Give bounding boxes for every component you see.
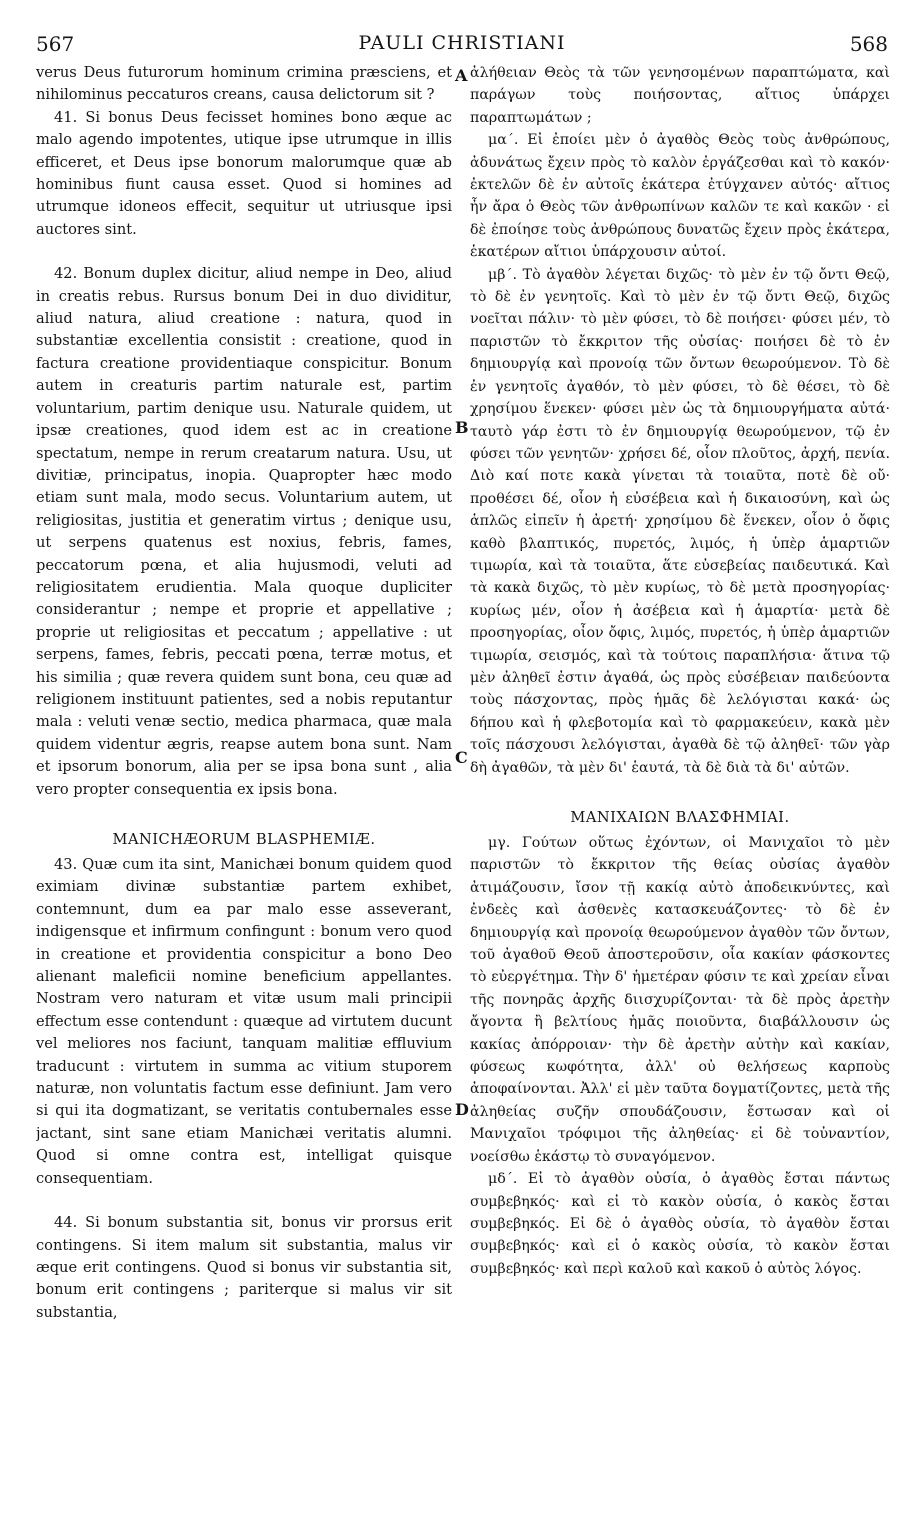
running-title: PAULI CHRISTIANI	[358, 32, 566, 54]
margin-letter-c: C	[455, 748, 468, 767]
latin-column	[36, 62, 452, 1502]
greek-paragraph-44: μδ΄. Εἰ τὸ ἀγαθὸν οὐσία, ὁ ἀγαθὸς ἔσται πάντως συμβεβηκός· καὶ εἰ τὸ κακὸν οὐσία, ὁ κακὸς ἔσται συμβεβηκός. Εἰ δὲ ὁ ἀγαθὸς οὐσία, τὸ ἀγαθὸν ἔσται συμβεβηκός· καὶ εἰ ὁ κακὸς οὐσία, τὸ κακὸν ἔσται συμβεβηκός· καὶ περὶ καλοῦ καὶ κακοῦ ὁ αὐτὸς λόγος.	[470, 1171, 890, 1277]
latin-paragraph-43: 43. Quæ cum ita sint, Manichæi bonum quidem quod eximiam divinæ substantiæ partem exhibet, contemnunt, dum ea par malo esse asseverant, indigensque et infirmum confingunt : bonum vero quod in creatione et providentia conspicitur a bono Deo alienant maleficii nomine beneficium appellantes. Nostram vero naturam et vitæ usum mali principii effectum esse contendunt : quæque ad virtutem ducunt vel meliores nos faciunt, tanquam malitiæ effluvium traducunt : virtutem in summa ac vitium stuporem naturæ, non voluntatis factum esse definiunt. Jam vero si qui ita dogmatizant, se veritatis contubernales esse jactant, sint sane etiam Manichæi veritatis alumni. Quod si omne contra est, intelligat quisque consequentiam.	[36, 856, 452, 1187]
latin-section-heading: MANICHÆORUM BLASPHEMIÆ.	[112, 831, 376, 848]
margin-letter-b: B	[455, 418, 469, 437]
latin-paragraph-40-end: verus Deus futurorum hominum crimina præsciens, et nihilominus peccaturos creans, causa delictorum sit ?	[36, 64, 452, 104]
latin-paragraph-42: 42. Bonum duplex dicitur, aliud nempe in Deo, aliud in creatis rebus. Rursus bonum Dei in duo dividitur, aliud natura, aliud creatione : natura, quod in substantiæ excellentia consistit : creatione, quod in factura creatione providentiaque conspicitur. Bonum autem in creaturis partim naturale est, partim voluntarium, partim denique usu. Naturale quidem, ut ipsæ creationes, quod idem est ac in creatione spectatum, nempe in rerum creatarum natura. Usu, ut divitiæ, principatus, inopia. Quapropter hæc modo etiam sunt mala, modo secus. Voluntarium autem, ut religiositas, justitia et generatim virtus ; denique usu, ut serpens quatenus est noxius, febris, fames, peccatorum pœna, et alia hujusmodi, veluti ad religiositatem erudientia. Mala quoque dupliciter considerantur ; nempe et proprie et appellative ; proprie ut religiositas et peccatum ; appellative : ut serpens, fames, febris, peccati pœna, terræ motus, et his similia ; quæ revera quidem sunt bona, ceu quæ ad religionem instituunt patientes, sed a nobis reputantur mala : veluti venæ sectio, medica pharmaca, quæ mala quidem videntur ægris, reapse autem bona sunt. Nam et ipsorum bonorum, alia per se ipsa bona sunt , alia vero propter consequentia ex ipsis bona.	[36, 265, 452, 798]
latin-paragraph-44: 44. Si bonum substantia sit, bonus vir prorsus erit contingens. Si item malum sit substantia, malus vir æque erit contingens. Quod si bonus vir substantia sit, bonum erit contingens ; pariterque si malus vir sit substantia,	[36, 1214, 452, 1321]
page-number-right: 568	[849, 32, 888, 56]
greek-paragraph-43: μγ. Γούτων οὕτως ἐχόντων, οἱ Μανιχαῖοι τὸ μὲν παριστῶν τὸ ἔκκριτον τῆς θείας οὐσίας ἀγαθὸν ἀτιμάζουσιν, ἴσον τῇ κακίᾳ αὐτὸ ἀποδεικνύντες, καὶ ἐνδεὲς καὶ ἀσθενὲς κατασκευάζοντες· τὸ δὲ ἐν δημιουργίᾳ καὶ προνοίᾳ θεωρούμενον ἀγαθὸν τῶν ὄντων, τοῦ ἀγαθοῦ Θεοῦ ἀποστεροῦσιν, οἷα κακίαν φάσκοντες τὸ εὐεργέτημα. Τὴν δ' ἡμετέραν φύσιν τε καὶ χρείαν εἶναι τῆς πονηρᾶς ἀρχῆς διισχυρίζονται· τὰ δὲ πρὸς ἀρετὴν ἄγοντα ἢ βελτίους ἡμᾶς ποιοῦντα, διαβάλλουσιν ὡς κακίας ἀπόρροιαν· τὴν δὲ ἀρετὴν αὐτὴν καὶ κακίαν, φύσεως κωφότητα, ἀλλ' οὐ θελήσεως καρποὺς ἀποφαίνονται. Ἀλλ' εἰ μὲν ταῦτα δογματίζοντες, μετὰ τῆς ἀληθείας συζῆν σπουδάζουσιν, ἔστωσαν καὶ οἱ Μανιχαῖοι τρόφιμοι τῆς ἀληθείας· εἰ δὲ τοὐναντίον, νοείσθω ἑκάστῳ τὸ συναγόμενον.	[470, 835, 890, 1165]
greek-paragraph-42: μβ΄. Τὸ ἀγαθὸν λέγεται διχῶς· τὸ μὲν ἐν τῷ ὄντι Θεῷ, τὸ δὲ ἐν γενητοῖς. Καὶ τὸ μὲν ἐν τῷ ὄντι Θεῷ, διχῶς νοεῖται πάλιν· τὸ μὲν φύσει, τὸ δὲ ποιήσει· φύσει μέν, τὸ παριστῶν τὸ ἔκκριτον τῆς οὐσίας· ποιήσει δὲ τὸ ἐν δημιουργίᾳ καὶ προνοίᾳ τῶν ὄντων θεωρούμενον. Τὸ δὲ ἐν γενητοῖς ἀγαθόν, τὸ μὲν φύσει, τὸ δὲ θέσει, τὸ δὲ χρησίμου ἕνεκεν· φύσει μὲν ὡς τὰ δημιουργήματα αὐτά· ταυτὸ γάρ ἐστι τὸ ἐν δημιουργίᾳ θεωρούμενον, τῷ ἐν φύσει τῶν γενητῶν· χρήσει δέ, οἷον πλοῦτος, ἀρχή, πενία. Διὸ καί ποτε κακὰ γίνεται τὰ τοιαῦτα, ποτὲ δὲ οὔ· προθέσει δέ, οἷον ἡ εὐσέβεια καὶ ἡ δικαιοσύνη, καὶ ὡς ἁπλῶς εἰπεῖν ἡ ἀρετή· χρησίμου δὲ ἕνεκεν, οἷον ὁ ὄφις καθὸ βλαπτικός, πυρετός, λιμός, ἡ ὑπὲρ ἁμαρτιῶν τιμωρία, καὶ τὰ τοιαῦτα, ἅτε εὐσεβείας παιδευτικά. Καὶ τὰ κακὰ διχῶς, τὸ μὲν κυρίως, τὸ δὲ μετὰ προσηγορίας· κυρίως μέν, οἷον ἡ ἀσέβεια καὶ ἡ ἁμαρτία· μετὰ δὲ προσηγορίας, οἷον ὄφις, λιμός, πυρετός, ἡ ὑπὲρ ἁμαρτιῶν τιμωρία, σεισμός, καὶ τὰ τούτοις παραπλήσια· ἅτινα τῷ μὲν ἀληθεῖ ἐστιν ἀγαθά, ὡς πρὸς εὐσέβειαν παιδεύοντα τοὺς πάσχοντας, πρὸς ἡμᾶς δὲ λελόγισται κακά· ὡς δήπου καὶ ἡ φλεβοτομία καὶ τὸ φαρμακεύειν, κακὰ μὲν τοῖς πάσχουσι λελόγισται, ἀγαθὰ δὲ τῷ ἀληθεῖ· τῶν γὰρ δὴ ἀγαθῶν, τὰ μὲν δι' ἑαυτά, τὰ δὲ διὰ τὰ δι' αὐτῶν.	[470, 266, 890, 776]
page-number-left: 567	[36, 32, 75, 56]
greek-paragraph-41: μα΄. Εἰ ἐποίει μὲν ὁ ἀγαθὸς Θεὸς τοὺς ἀνθρώπους, ἀδυνάτως ἔχειν πρὸς τὸ καλὸν ἐργάζεσθαι καὶ τὸ κακόν· ἐκτελῶν δὲ ἐν αὐτοῖς ἑκάτερα ἐτύγχανεν αὐτός· αἴτιος ἦν ἄρα ὁ Θεὸς τῶν ἀνθρωπίνων καλῶν τε καὶ κακῶν · εἰ δὲ ἐποίησε τοὺς ἀνθρώπους δυνατῶς ἔχειν πρὸς ἑκάτερα, ἑκατέρων αἴτιοι ὑπάρχουσιν αὐτοί.	[470, 132, 890, 261]
running-header	[36, 32, 888, 62]
greek-column	[470, 62, 890, 1502]
greek-paragraph-40-end: ἀλήθειαν Θεὸς τὰ τῶν γενησομένων παραπτώματα, καὶ παράγων τοὺς ποιήσοντας, αἴτιος ὑπάρχει παραπτωμάτων ;	[470, 65, 890, 126]
margin-letter-a: A	[455, 66, 468, 85]
greek-section-heading: ΜΑΝΙΧΑΙΩΝ ΒΛΑΣΦΗΜΙΑΙ.	[570, 809, 790, 826]
latin-paragraph-41: 41. Si bonus Deus fecisset homines bono æque ac malo agendo impotentes, utique ipse utrumque in illis efficeret, et Deus ipse bonorum malorumque quæ ab hominibus fiunt causa esset. Quod si homines ad utrumque idoneos effecit, sequitur ut utriusque ipsi auctores sint.	[36, 108, 452, 238]
margin-letter-d: D	[455, 1100, 469, 1119]
